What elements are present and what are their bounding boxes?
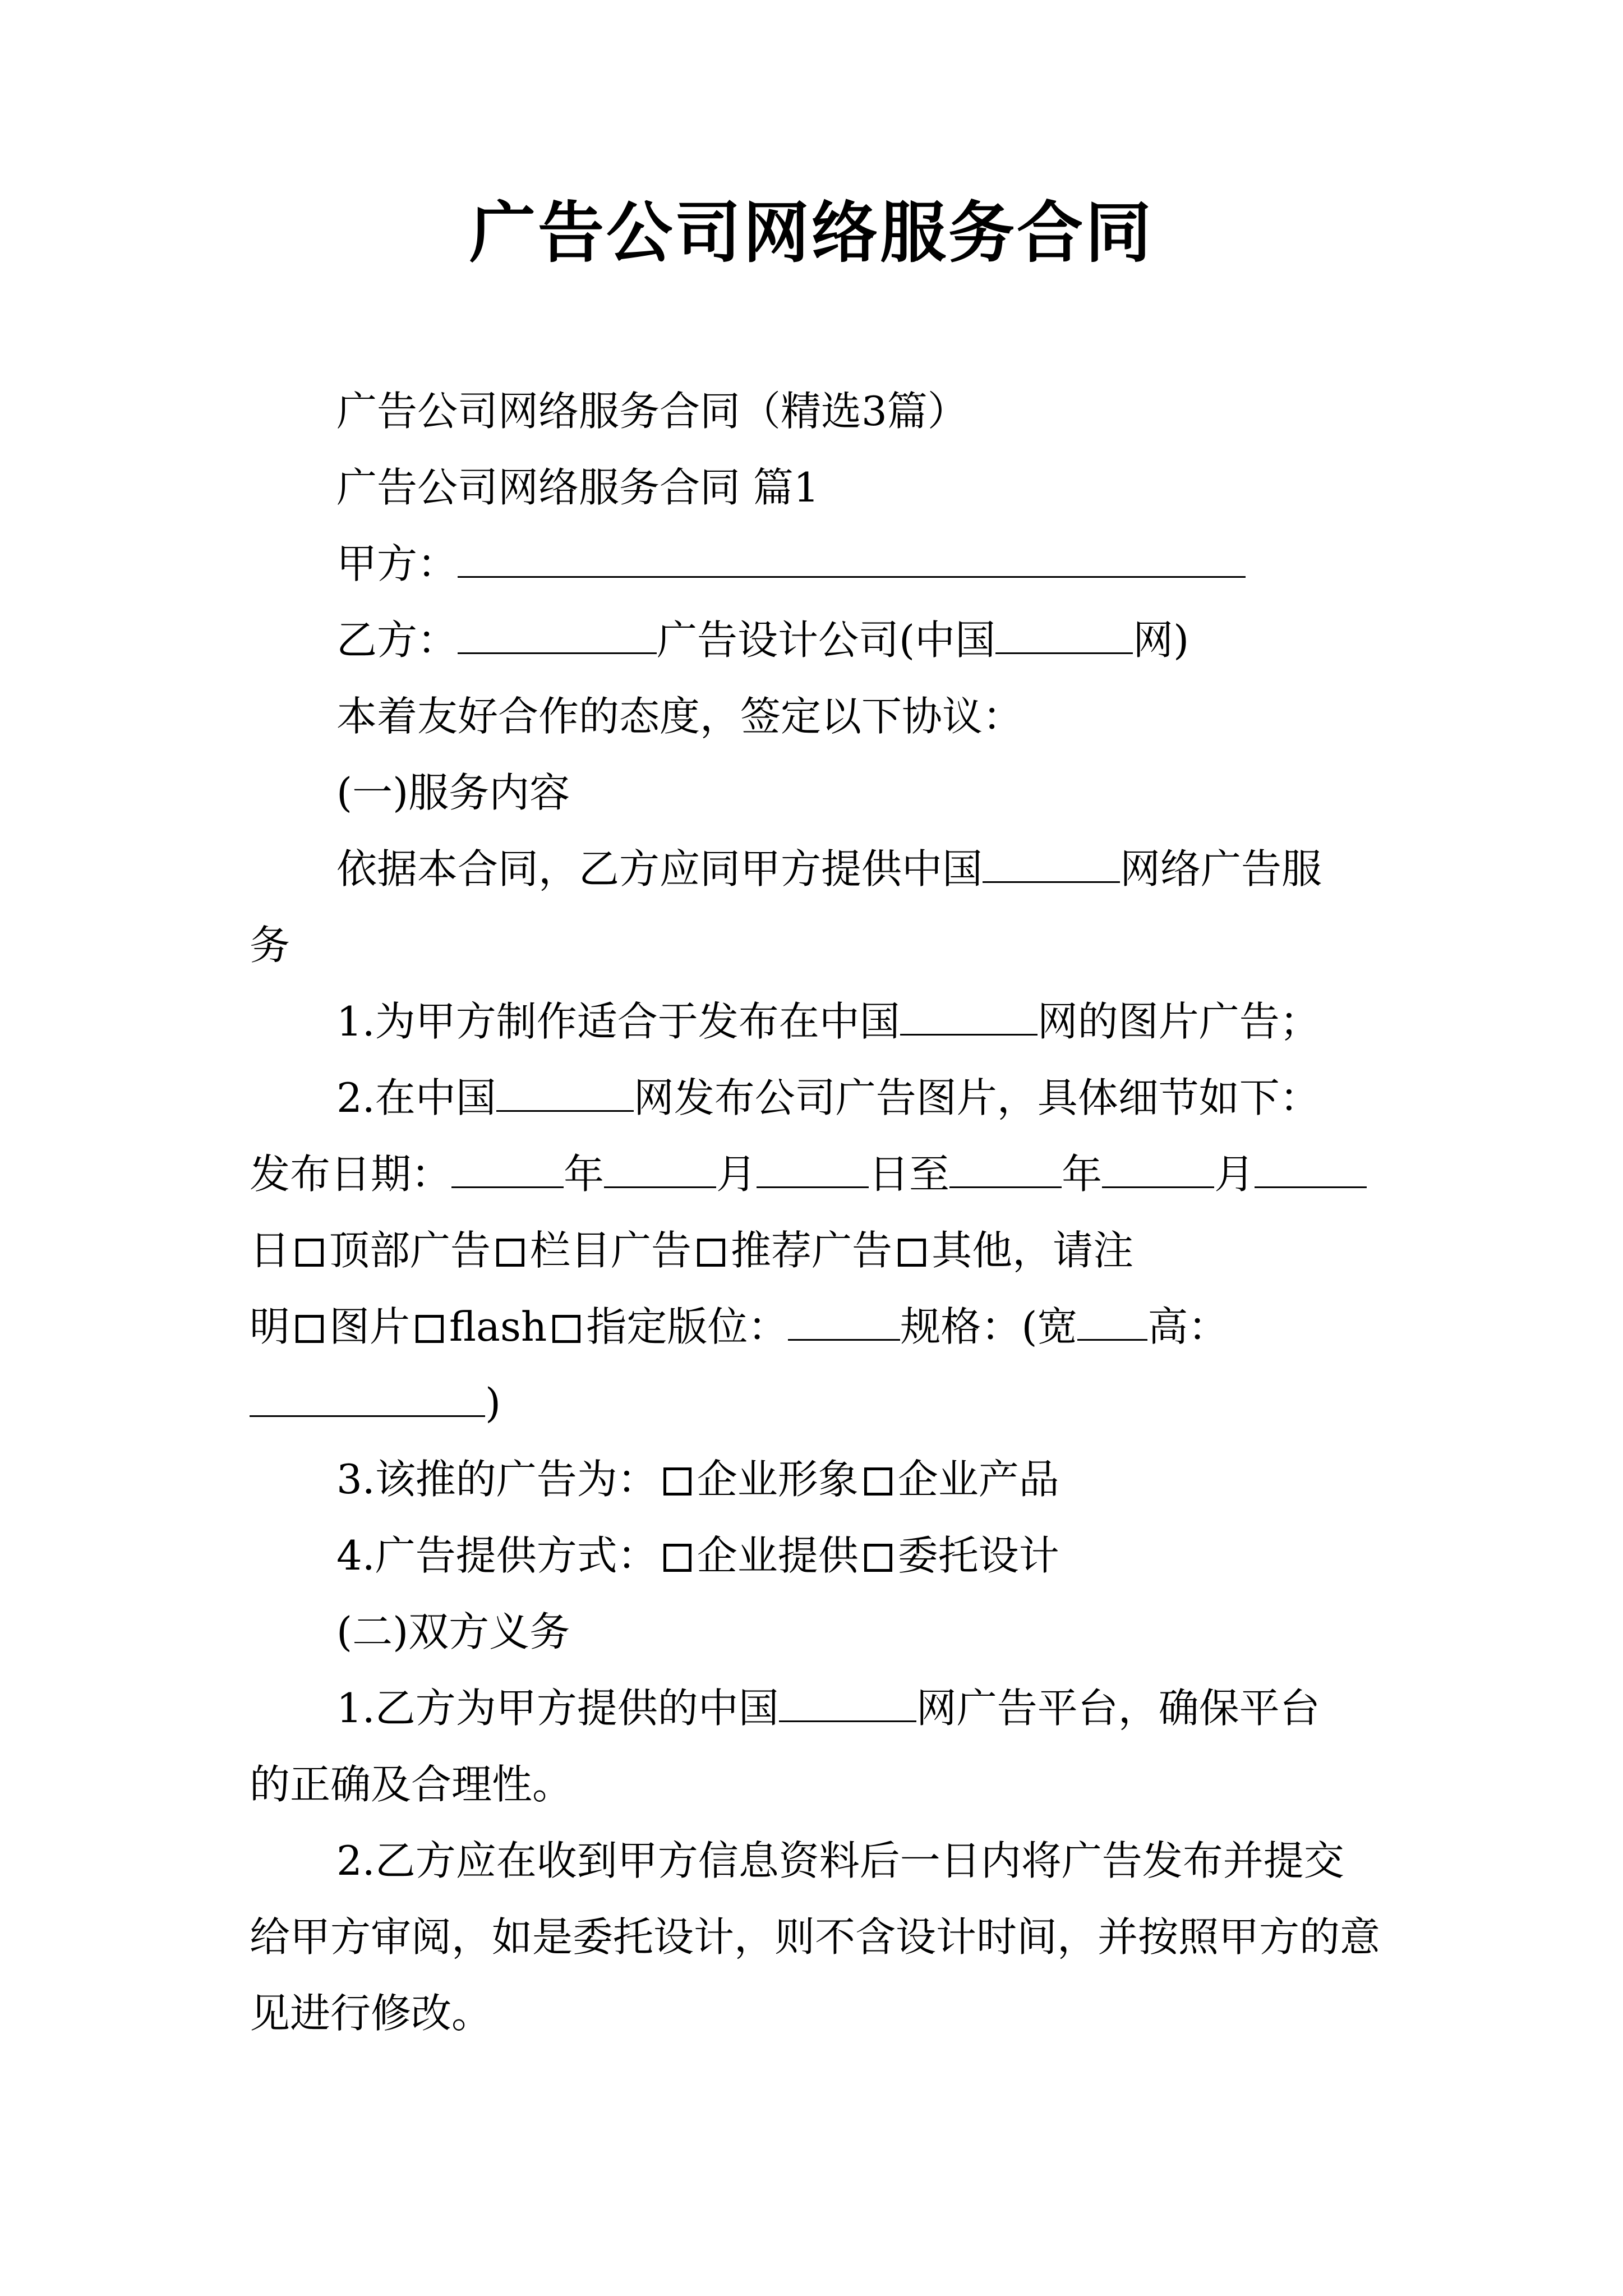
date-line xyxy=(250,1136,1382,1212)
item3-line xyxy=(250,1441,1382,1517)
party-b-net: 网) xyxy=(1133,616,1189,664)
item2-b: 网发布公司广告图片，具体细节如下： xyxy=(633,1074,1320,1121)
item2-line xyxy=(250,1060,1382,1136)
section1-intro-cont: 务 xyxy=(250,922,291,969)
format-line xyxy=(250,1289,1382,1365)
recommend-ad-label: 推荐广告 xyxy=(731,1227,893,1274)
start-month-blank xyxy=(604,1148,716,1188)
day-to-label: 日至 xyxy=(869,1151,950,1198)
section1-intro-b: 网络广告服 xyxy=(1120,845,1322,892)
spec-height-label: 高： xyxy=(1147,1303,1229,1350)
start-day-blank xyxy=(757,1148,869,1188)
checkbox-corporate-product[interactable] xyxy=(864,1467,892,1496)
item2-a: 2.在中国 xyxy=(336,1074,496,1121)
section1-intro-blank xyxy=(983,843,1120,883)
subtitle: 广告公司网络服务合同（精选3篇） xyxy=(336,388,968,435)
company-provided-label: 企业提供 xyxy=(697,1532,859,1579)
corporate-image-label: 企业形象 xyxy=(697,1456,859,1503)
item4-label: 4.广告提供方式： xyxy=(336,1532,658,1579)
party-b-company: 广告设计公司(中国 xyxy=(657,616,996,664)
spec-line xyxy=(250,1365,1382,1441)
spec-height-blank xyxy=(250,1377,485,1417)
checkbox-other[interactable] xyxy=(898,1239,926,1267)
party-a-label: 甲方： xyxy=(336,540,458,587)
end-year-blank xyxy=(949,1148,1062,1188)
day-label: 日 xyxy=(250,1227,291,1274)
checkbox-position[interactable] xyxy=(552,1315,580,1343)
other-label-cont: 明 xyxy=(250,1303,291,1350)
flash-label: flash xyxy=(449,1303,547,1350)
party-b-line xyxy=(250,602,1382,678)
agreement-intro: 本着友好合作的态度，签定以下协议： xyxy=(336,693,1023,740)
section1-intro-a: 依据本合同，乙方应同甲方提供中国 xyxy=(336,845,983,892)
checkbox-flash[interactable] xyxy=(416,1315,444,1343)
document-title: 广告公司网络服务合同 xyxy=(469,194,1154,272)
corporate-product-label: 企业产品 xyxy=(897,1456,1059,1503)
party-b-blank xyxy=(458,614,657,654)
party-a-line xyxy=(250,526,1382,602)
duty1-cont: 的正确及合理性。 xyxy=(250,1761,573,1808)
duty1-b: 网广告平台，确保平台 xyxy=(916,1685,1320,1732)
duty1-line xyxy=(250,1670,1382,1746)
document-body xyxy=(250,373,1382,2051)
other-label: 其他，请注 xyxy=(932,1227,1134,1274)
top-ad-label: 顶部广告 xyxy=(329,1227,491,1274)
item2-blank xyxy=(496,1072,634,1112)
spec-width-blank xyxy=(1077,1301,1147,1341)
item1-blank xyxy=(900,996,1038,1036)
item3-label: 3.该推的广告为： xyxy=(336,1456,658,1503)
item4-line xyxy=(250,1517,1382,1594)
checkbox-top-ad[interactable] xyxy=(296,1239,324,1267)
image-label: 图片 xyxy=(329,1303,411,1350)
section1-heading: (一)服务内容 xyxy=(336,769,570,816)
year-label-2: 年 xyxy=(1062,1151,1103,1198)
date-label: 发布日期： xyxy=(250,1151,452,1198)
item1-b: 网的图片广告； xyxy=(1037,998,1320,1045)
party-b-net-blank xyxy=(995,614,1133,654)
position-blank xyxy=(788,1301,900,1341)
duty2: 2.乙方应在收到甲方信息资料后一日内将广告发布并提交给甲方审阅，如是委托设计，则不含设计时间，并按照甲方的意见进行修改。 xyxy=(250,1837,1381,2037)
end-day-blank xyxy=(1255,1148,1367,1188)
commissioned-design-label: 委托设计 xyxy=(897,1532,1059,1579)
ad-type-line xyxy=(250,1212,1382,1289)
checkbox-corporate-image[interactable] xyxy=(663,1467,691,1496)
item1-a: 1.为甲方制作适合于发布在中国 xyxy=(336,998,900,1045)
spec-close: ) xyxy=(485,1379,501,1427)
spec-label: 规格：(宽 xyxy=(900,1303,1078,1350)
checkbox-company-provided[interactable] xyxy=(663,1544,691,1572)
duty1-a: 1.乙方为甲方提供的中国 xyxy=(336,1685,779,1732)
party-b-label: 乙方： xyxy=(336,616,458,664)
item1-line xyxy=(250,983,1382,1060)
checkbox-recommend-ad[interactable] xyxy=(697,1239,725,1267)
checkbox-image[interactable] xyxy=(296,1315,324,1343)
year-label: 年 xyxy=(564,1151,605,1198)
party-a-blank xyxy=(458,538,1246,578)
part-title: 广告公司网络服务合同 篇1 xyxy=(336,464,819,511)
start-year-blank xyxy=(451,1148,564,1188)
checkbox-column-ad[interactable] xyxy=(496,1239,524,1267)
section1-intro-line xyxy=(250,831,1382,907)
month-label-2: 月 xyxy=(1214,1151,1255,1198)
duty1-blank xyxy=(779,1682,916,1722)
position-label: 指定版位： xyxy=(586,1303,789,1350)
checkbox-commissioned-design[interactable] xyxy=(864,1544,892,1572)
month-label: 月 xyxy=(716,1151,757,1198)
end-month-blank xyxy=(1102,1148,1214,1188)
column-ad-label: 栏目广告 xyxy=(530,1227,692,1274)
section2-heading: (二)双方义务 xyxy=(336,1608,570,1655)
